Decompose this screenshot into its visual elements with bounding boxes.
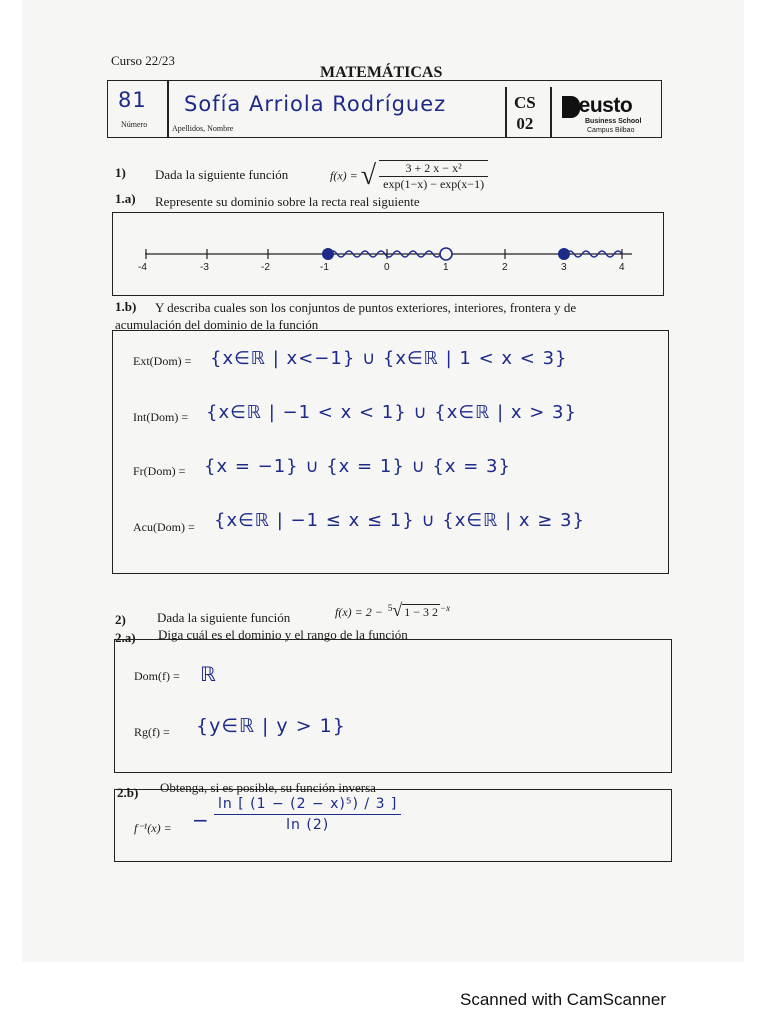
ext-label: Ext(Dom) = [133, 354, 192, 368]
page-title: MATEMÁTICAS [320, 64, 443, 81]
student-name: Sofía Arriola Rodríguez [184, 92, 447, 116]
inverse-sign: − [192, 808, 210, 832]
tick-label: 3 [561, 262, 567, 273]
q1b-text-2: acumulación del dominio de la función [115, 317, 319, 332]
tick-label: 1 [443, 262, 449, 273]
q1-statement: Dada la siguiente función [155, 167, 289, 182]
sqrt-icon: √ [360, 160, 377, 191]
q1-numerator: 3 + 2 x − x² [379, 161, 488, 177]
student-number: 81 [118, 88, 147, 112]
fr-answer: {x = −1} ∪ {x = 1} ∪ {x = 3} [204, 456, 511, 477]
q1-denominator: exp(1−x) − exp(x−1) [383, 177, 485, 191]
q1-function [330, 160, 488, 192]
group-code [514, 92, 536, 134]
tick-label: 0 [384, 262, 390, 273]
inverse-numerator: ln [ (1 − (2 − x)⁵) / 3 ] [214, 796, 401, 815]
inverse-denominator: ln (2) [286, 817, 330, 833]
q2-statement: Dada la siguiente función [157, 610, 291, 625]
q1a-label: 1.a) [115, 191, 136, 206]
acu-label: Acu(Dom) = [133, 520, 195, 534]
group-code-line1: CS [514, 93, 536, 112]
int-answer: {x∈ℝ | −1 < x < 1} ∪ {x∈ℝ | x > 3} [206, 402, 577, 423]
tick-label: -1 [320, 262, 329, 273]
int-label: Int(Dom) = [133, 410, 189, 424]
number-line [112, 212, 664, 296]
camscanner-watermark: Scanned with CamScanner [460, 990, 667, 1009]
tick-label: -4 [138, 262, 147, 273]
tick-label: 2 [502, 262, 508, 273]
inverse-label: f⁻¹(x) = [134, 821, 172, 835]
name-label: Apellidos, Nombre [172, 124, 234, 133]
rg-label: Rg(f) = [134, 725, 170, 739]
dom-label: Dom(f) = [134, 669, 180, 683]
q1b-text-1: Y describa cuales son los conjuntos de puntos exteriores, interiores, frontera y de [155, 300, 577, 315]
q2a-text: Diga cuál es el dominio y el rango de la función [158, 627, 408, 642]
inverse-answer [214, 796, 401, 833]
number-label: Número [121, 120, 148, 129]
q2b-text: Obtenga, si es posible, su función inversa [160, 780, 376, 795]
deusto-logo [562, 94, 652, 136]
q2-number: 2) [115, 612, 126, 627]
number-line-ticks [112, 262, 664, 276]
logo-wordmark: Deusto [564, 94, 633, 117]
root-icon: √ [392, 600, 403, 620]
q1a-text: Represente su dominio sobre la recta real siguiente [155, 194, 420, 209]
header-divider [505, 87, 507, 137]
dom-answer: ℝ [200, 662, 217, 686]
q1-fx: f(x) = [330, 168, 358, 183]
q2a-answer-box [114, 639, 672, 773]
q2-radicand: 1 − 3 2 [404, 605, 439, 619]
q1-number: 1) [115, 165, 126, 180]
q2-fx: f(x) = 2 − [335, 605, 383, 619]
acu-answer: {x∈ℝ | −1 ≤ x ≤ 1} ∪ {x∈ℝ | x ≥ 3} [214, 510, 585, 531]
q1-fraction [379, 160, 488, 192]
q2b-label: 2.b) [117, 785, 139, 800]
root-index: 5 [387, 603, 393, 613]
header-divider [550, 87, 552, 137]
tick-label: -3 [200, 262, 209, 273]
logo-campus: Campus Bilbao [587, 127, 635, 134]
q2a-label: 2.a) [115, 630, 136, 645]
q1b-label: 1.b) [115, 299, 137, 314]
fr-label: Fr(Dom) = [133, 464, 186, 478]
group-code-line2: 02 [516, 114, 534, 133]
header-divider [167, 81, 169, 137]
tick-label: -2 [261, 262, 270, 273]
rg-answer: {y∈ℝ | y > 1} [196, 715, 346, 737]
ext-answer: {x∈ℝ | x<−1} ∪ {x∈ℝ | 1 < x < 3} [210, 348, 568, 369]
q2-exponent: −x [440, 603, 451, 613]
tick-label: 4 [619, 262, 625, 273]
course-label: Curso 22/23 [111, 53, 175, 68]
logo-subtitle: Business School [585, 118, 642, 125]
q2-function [335, 600, 450, 621]
